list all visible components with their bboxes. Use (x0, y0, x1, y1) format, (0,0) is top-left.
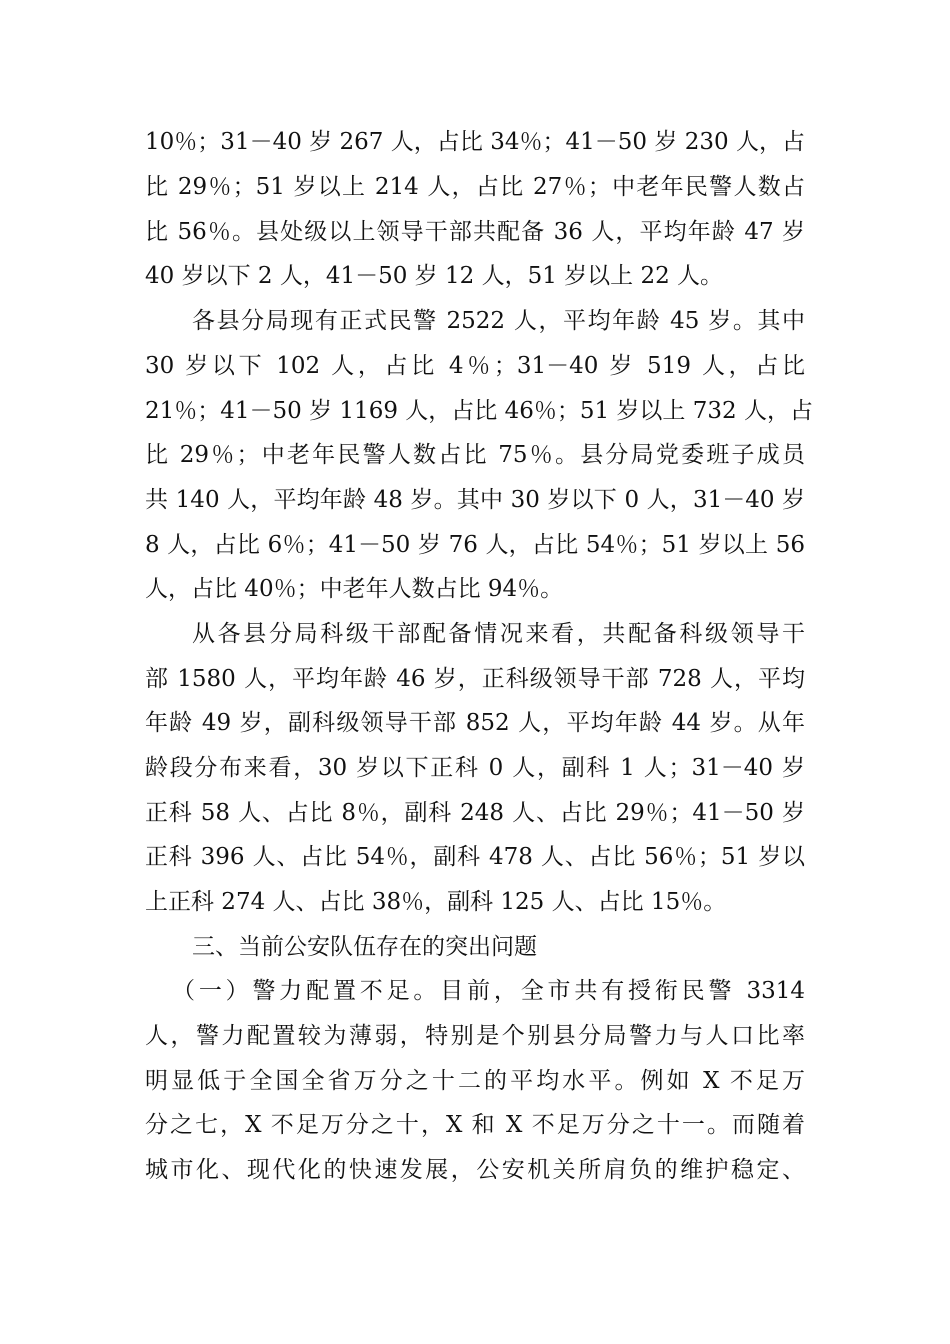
paragraph-line: 分之七，X 不足万分之十，X 和 X 不足万分之十一。而随着 (145, 1112, 805, 1138)
paragraph-line: 正科 58 人、占比 8％，副科 248 人、占比 29％；41－50 岁 (145, 800, 805, 826)
paragraph-line: 人，占比 40％；中老年人数占比 94％。 (145, 576, 564, 602)
paragraph-line: 人，警力配置较为薄弱，特别是个别县分局警力与人口比率 (145, 1023, 805, 1049)
paragraph-line: 21％；41－50 岁 1169 人，占比 46％；51 岁以上 732 人，占 (145, 398, 813, 424)
paragraph-line: 8 人，占比 6％；41－50 岁 76 人，占比 54％；51 岁以上 56 (145, 532, 805, 558)
paragraph-line: 部 1580 人，平均年龄 46 岁，正科级领导干部 728 人，平均 (145, 666, 805, 692)
paragraph-line: 10％；31－40 岁 267 人，占比 34％；41－50 岁 230 人，占 (145, 129, 805, 155)
paragraph-line: 龄段分布来看，30 岁以下正科 0 人，副科 1 人；31－40 岁 (145, 755, 805, 781)
paragraph-line: 年龄 49 岁，副科级领导干部 852 人，平均年龄 44 岁。从年 (145, 710, 805, 736)
paragraph-line: 比 29％；中老年民警人数占比 75％。县分局党委班子成员 (145, 442, 805, 468)
section-heading: 三、当前公安队伍存在的突出问题 (192, 934, 537, 960)
paragraph-line: 比 29％；51 岁以上 214 人，占比 27％；中老年民警人数占 (145, 174, 805, 200)
paragraph-line: 各县分局现有正式民警 2522 人，平均年龄 45 岁。其中 (192, 308, 805, 334)
paragraph-line: 从各县分局科级干部配备情况来看，共配备科级领导干 (192, 621, 805, 647)
paragraph-line: 明显低于全国全省万分之十二的平均水平。例如 X 不足万 (145, 1068, 805, 1094)
paragraph-line: 30 岁以下 102 人，占比 4％；31－40 岁 519 人，占比 (145, 353, 805, 379)
paragraph-line: 40 岁以下 2 人，41－50 岁 12 人，51 岁以上 22 人。 (145, 263, 724, 289)
paragraph-line: 正科 396 人、占比 54％，副科 478 人、占比 56％；51 岁以 (145, 844, 805, 870)
paragraph-line: 共 140 人，平均年龄 48 岁。其中 30 岁以下 0 人，31－40 岁 (145, 487, 805, 513)
paragraph-line: 比 56％。县处级以上领导干部共配备 36 人，平均年龄 47 岁 (145, 219, 805, 245)
paragraph-line: 城市化、现代化的快速发展，公安机关所肩负的维护稳定、 (145, 1157, 805, 1183)
paragraph-line: 上正科 274 人、占比 38％，副科 125 人、占比 15％。 (145, 889, 727, 915)
paragraph-line: （一）警力配置不足。目前，全市共有授衔民警 3314 (172, 978, 805, 1004)
